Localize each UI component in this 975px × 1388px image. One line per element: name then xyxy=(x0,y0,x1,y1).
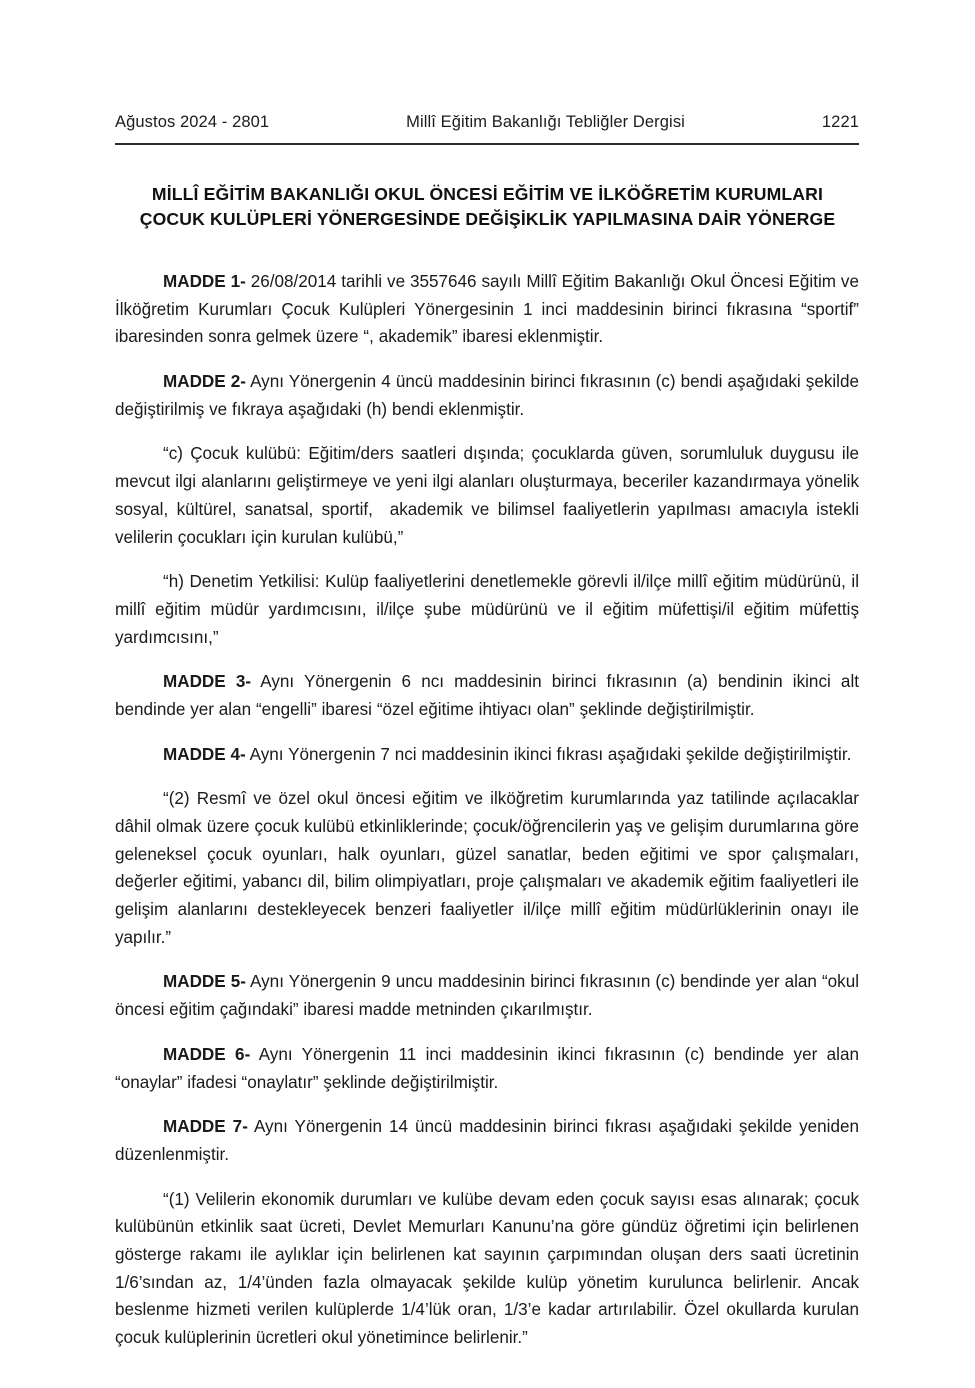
article-text: “c) Çocuk kulübü: Eğitim/ders saatleri dışında; çocuklarda güven, sorumluluk duygusu ile mevcut ilgi alanlarını geliştirmeye ve yeni ilgi alanları oluşturmaya, beceriler kazandırmaya yönelik sosyal, kültürel, sanatsal, sportif, akademik ve bilimsel faaliyetlerin yapılması amacıyla istekli velilerin çocukları için kurulan kulübü,” xyxy=(115,444,864,547)
article-paragraph xyxy=(115,1113,864,1168)
article-text: Aynı Yönergenin 9 uncu maddesinin birinci fıkrasının (c) bendinde yer alan “okul öncesi eğitim çağındaki” ibaresi madde metninden çıkarılmıştır. xyxy=(115,972,864,1020)
article-paragraph xyxy=(115,785,864,951)
article-text: Aynı Yönergenin 14 üncü maddesinin birinci fıkrası aşağıdaki şekilde yeniden düzenlenmiştir. xyxy=(115,1117,864,1164)
article-text: “h) Denetim Yetkilisi: Kulüp faaliyetlerini denetlemekle görevli il/ilçe millî eğitim müdürünü, il millî eğitim müdür yardımcısını, il/ilçe şube müdürünü ve il eğitim müfettişi/il eğitim müfettiş yardımcısını,” xyxy=(115,572,864,647)
article-label: MADDE 5- xyxy=(163,972,246,992)
running-header xyxy=(115,113,859,132)
article-text: Aynı Yönergenin 7 nci maddesinin ikinci fıkrası aşağıdaki şekilde değiştirilmiştir. xyxy=(245,744,852,764)
article-label: MADDE 6- xyxy=(163,1044,251,1064)
article-text: Aynı Yönergenin 11 inci maddesinin ikinci fıkrasının (c) bendinde yer alan “onaylar” ifadesi “onaylatır” şeklinde değiştirilmiştir. xyxy=(115,1044,864,1092)
article-text: 26/08/2014 tarihli ve 3557646 sayılı Millî Eğitim Bakanlığı Okul Öncesi Eğitim ve İlköğretim Kurumları Çocuk Kulüpleri Yönergesinin 1 inci maddesinin birinci fıkrasına “sportif” ibaresinden sonra gelmek üzere “, akademik” ibaresi eklenmiştir. xyxy=(115,272,864,347)
article-paragraph xyxy=(115,440,864,551)
article-text: “(1) Velilerin ekonomik durumları ve kulübe devam eden çocuk sayısı esas alınarak; çocuk kulübünün etkinlik saat ücreti, Devlet Memurları Kanunu’na göre gündüz öğretimi için belirlenen gösterge rakamı ile aylıklar için belirlenen kat sayının çarpımından oluşan ders saati ücretinin 1/6’sından az, 1/4’ünden fazla olmayacak şekilde kulüp yönetim kurulunca belirlenir. Ancak beslenme hizmeti verilen kulüplerde 1/4’lük oran, 1/3’e kadar artırılabilir. Özel okullarda kurulan çocuk kulüplerinin ücretleri okul yönetimince belirlenir.” xyxy=(115,1189,864,1347)
article-text: “(2) Resmî ve özel okul öncesi eğitim ve ilköğretim kurumlarında yaz tatilinde açılacaklar dâhil olmak üzere çocuk kulübü etkinliklerinde; çocuk/öğrencilerin yaş ve gelişim durumlarına göre geleneksel çocuk oyunları, halk oyunları, güzel sanatlar, beden eğitimi ve spor çalışmaları, değerler eğitimi, yabancı dil, bilim olimpiyatları, proje çalışmaları ve akademik eğitim faaliyetleri ile gelişim alanlarını destekleyecek benzeri faaliyetler il/ilçe millî eğitim müdürlüklerinin onayı ile yapılır.” xyxy=(115,789,864,947)
page-title xyxy=(100,182,875,232)
article-label: MADDE 4- xyxy=(163,744,246,764)
article-text: Aynı Yönergenin 6 ncı maddesinin birinci fıkrasının (a) bendinin ikinci alt bendinde yer alan “engelli” ibaresi “özel eğitime ihtiyacı olan” şeklinde değiştirilmiştir. xyxy=(115,672,864,719)
article-text: Aynı Yönergenin 4 üncü maddesinin birinci fıkrasının (c) bendi aşağıdaki şekilde değiştirilmiş ve fıkraya aşağıdaki (h) bendi eklenmiştir. xyxy=(115,372,864,419)
header-page-number: 1221 xyxy=(821,113,859,131)
article-paragraph xyxy=(115,1041,864,1096)
article-paragraph xyxy=(115,568,864,651)
article-paragraph xyxy=(115,368,864,423)
page-title-line-1: MİLLÎ EĞİTİM BAKANLIĞI OKUL ÖNCESİ EĞİTİM VE İLKÖĞRETİM KURUMLARI xyxy=(151,183,824,204)
article-paragraph xyxy=(115,1186,864,1352)
article-paragraph xyxy=(115,968,864,1023)
article-label: MADDE 7- xyxy=(163,1117,248,1137)
header-journal-title: Millî Eğitim Bakanlığı Tebliğler Dergisi xyxy=(406,113,685,131)
header-divider-rule xyxy=(115,143,859,145)
page-title-line-2: ÇOCUK KULÜPLERİ YÖNERGESİNDE DEĞİŞİKLİK YAPILMASINA DAİR YÖNERGE xyxy=(139,208,836,229)
document-body xyxy=(115,268,864,1352)
article-paragraph xyxy=(115,668,864,723)
article-label: MADDE 2- xyxy=(163,372,246,392)
header-issue-date: Ağustos 2024 - 2801 xyxy=(115,113,270,131)
article-label: MADDE 3- xyxy=(163,672,252,692)
article-paragraph xyxy=(115,741,859,769)
article-paragraph xyxy=(115,268,864,351)
article-label: MADDE 1- xyxy=(163,272,246,291)
